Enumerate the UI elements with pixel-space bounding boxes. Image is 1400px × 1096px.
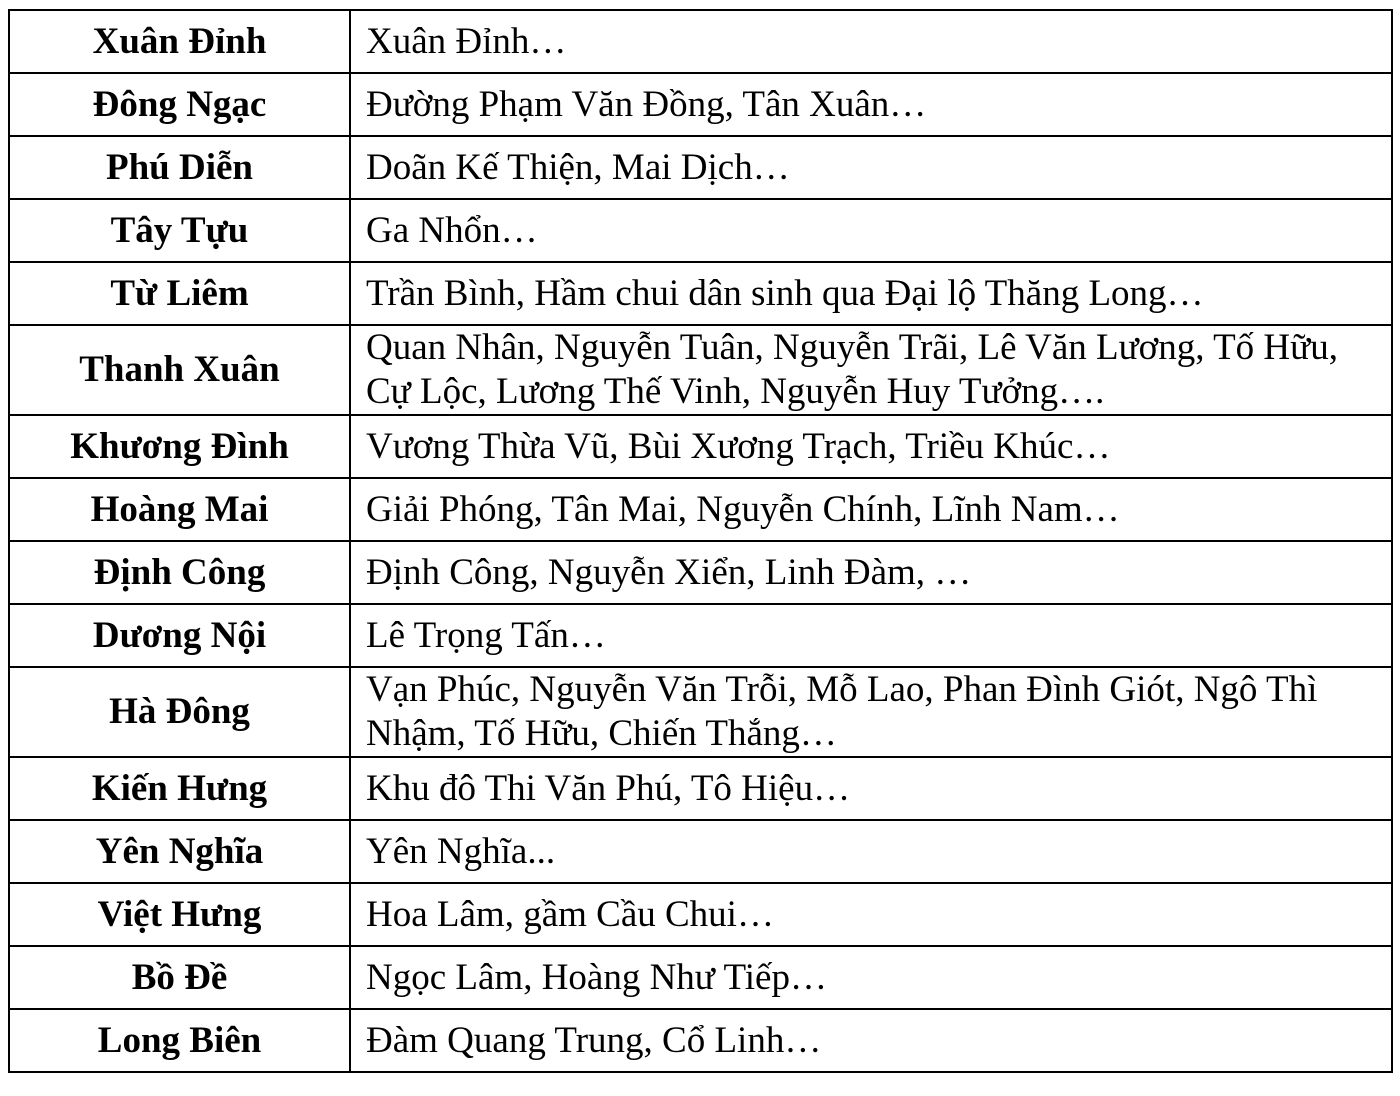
ward-name-cell: Việt Hưng — [9, 883, 350, 946]
streets-cell: Ga Nhổn… — [350, 199, 1392, 262]
table-body — [9, 10, 1392, 1072]
ward-name-cell: Đông Ngạc — [9, 73, 350, 136]
table-row — [9, 478, 1392, 541]
ward-name-cell: Phú Diễn — [9, 136, 350, 199]
table-row — [9, 757, 1392, 820]
table-row — [9, 10, 1392, 73]
streets-cell: Đàm Quang Trung, Cổ Linh… — [350, 1009, 1392, 1072]
ward-name-cell: Yên Nghĩa — [9, 820, 350, 883]
streets-cell: Vạn Phúc, Nguyễn Văn Trỗi, Mỗ Lao, Phan Đình Giót, Ngô Thì Nhậm, Tố Hữu, Chiến Thắng… — [350, 667, 1392, 757]
streets-cell: Đường Phạm Văn Đồng, Tân Xuân… — [350, 73, 1392, 136]
streets-cell: Lê Trọng Tấn… — [350, 604, 1392, 667]
ward-name-cell: Định Công — [9, 541, 350, 604]
streets-cell: Giải Phóng, Tân Mai, Nguyễn Chính, Lĩnh Nam… — [350, 478, 1392, 541]
ward-name-cell: Dương Nội — [9, 604, 350, 667]
streets-cell: Khu đô Thi Văn Phú, Tô Hiệu… — [350, 757, 1392, 820]
table-row — [9, 199, 1392, 262]
table-row — [9, 325, 1392, 415]
table-row — [9, 820, 1392, 883]
streets-cell: Quan Nhân, Nguyễn Tuân, Nguyễn Trãi, Lê Văn Lương, Tố Hữu, Cự Lộc, Lương Thế Vinh, Nguyễn Huy Tưởng…. — [350, 325, 1392, 415]
document-page — [8, 9, 1391, 1073]
table-row — [9, 541, 1392, 604]
ward-name-cell: Tây Tựu — [9, 199, 350, 262]
table-row — [9, 946, 1392, 1009]
table-row — [9, 667, 1392, 757]
ward-name-cell: Xuân Đỉnh — [9, 10, 350, 73]
streets-cell: Doãn Kế Thiện, Mai Dịch… — [350, 136, 1392, 199]
ward-name-cell: Bồ Đề — [9, 946, 350, 1009]
streets-cell: Trần Bình, Hầm chui dân sinh qua Đại lộ Thăng Long… — [350, 262, 1392, 325]
ward-name-cell: Hoàng Mai — [9, 478, 350, 541]
table-row — [9, 604, 1392, 667]
table-row — [9, 883, 1392, 946]
ward-name-cell: Kiến Hưng — [9, 757, 350, 820]
table-row — [9, 136, 1392, 199]
table-row — [9, 262, 1392, 325]
table-row — [9, 415, 1392, 478]
ward-name-cell: Khương Đình — [9, 415, 350, 478]
ward-name-cell: Thanh Xuân — [9, 325, 350, 415]
streets-cell: Định Công, Nguyễn Xiển, Linh Đàm, … — [350, 541, 1392, 604]
table-row — [9, 73, 1392, 136]
ward-name-cell: Hà Đông — [9, 667, 350, 757]
streets-cell: Ngọc Lâm, Hoàng Như Tiếp… — [350, 946, 1392, 1009]
table-row — [9, 1009, 1392, 1072]
streets-cell: Vương Thừa Vũ, Bùi Xương Trạch, Triều Khúc… — [350, 415, 1392, 478]
cut-off-next-line — [0, 1088, 1400, 1096]
ward-name-cell: Long Biên — [9, 1009, 350, 1072]
streets-cell: Hoa Lâm, gầm Cầu Chui… — [350, 883, 1392, 946]
streets-cell: Yên Nghĩa... — [350, 820, 1392, 883]
ward-name-cell: Từ Liêm — [9, 262, 350, 325]
streets-cell: Xuân Đỉnh… — [350, 10, 1392, 73]
ward-streets-table — [8, 9, 1393, 1073]
